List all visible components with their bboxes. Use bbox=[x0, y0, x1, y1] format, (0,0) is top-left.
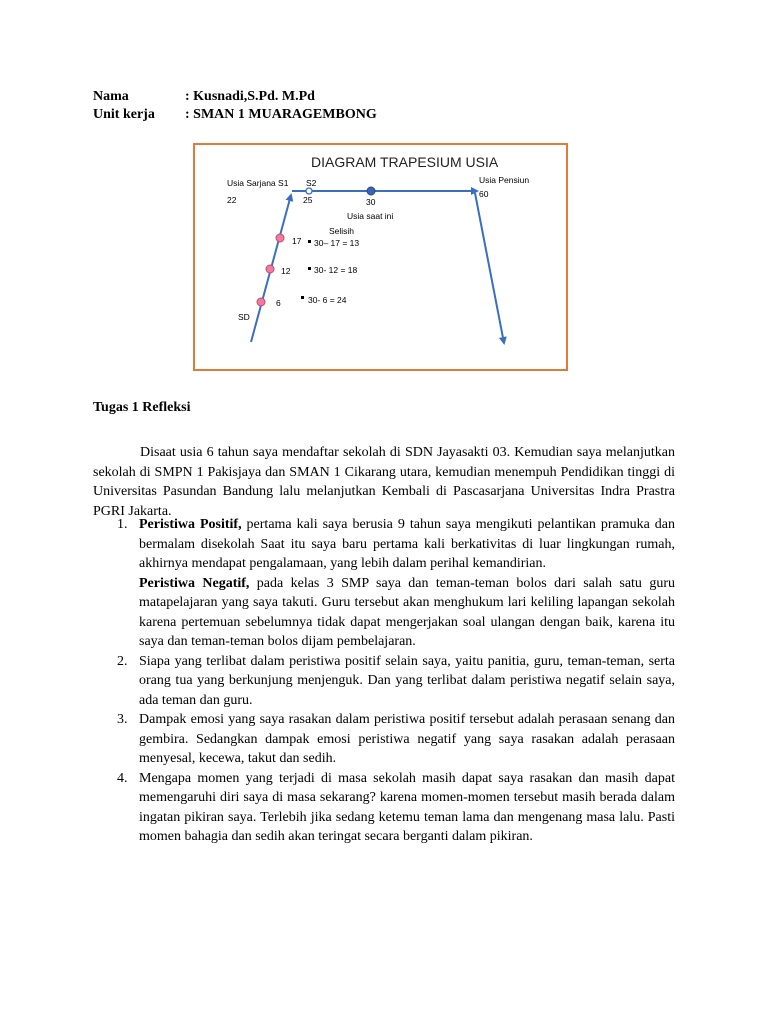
positive-event-paragraph bbox=[139, 515, 675, 574]
label-selisih: Selisih bbox=[329, 226, 355, 236]
diagram-title: DIAGRAM TRAPESIUM USIA bbox=[311, 154, 499, 170]
s2-marker bbox=[306, 188, 312, 194]
list-number: 1. bbox=[117, 517, 128, 532]
negative-event-text: pada kelas 3 SMP saya dan teman-teman bolos dari salah satu guru matapelajaran yang saya takuti. Guru tersebut akan menghukum lari keliling lapangan sekolah karena pertemuan sebelumnya tidak dapat mengerjakan soal ulangan dengan baik, karena itu saya dan teman-teman bolos dijam pembelajaran. bbox=[139, 575, 675, 649]
list-item-text: Dampak emosi yang saya rasakan dalam peristiwa positif tersebut adalah perasaan senang dan gembira. Sedangkan dampak emosi peristiwa negatif yang saya rasakan adalah perasaan menyesal, kecewa, takut dan sedih. bbox=[139, 712, 675, 766]
list-item-3 bbox=[93, 710, 675, 769]
bullet-6 bbox=[301, 296, 304, 299]
section-title: Tugas 1 Refleksi bbox=[93, 400, 191, 415]
age-12-marker bbox=[266, 265, 274, 273]
bullet-17 bbox=[308, 240, 311, 243]
list-item-text: Mengapa momen yang terjadi di masa sekolah masih dapat saya rasakan dan masih dapat memengaruhi diri saya di masa sekarang? karena momen-momen tersebut masih berada dalam ingatan pikiran saya. Terlebih jika sedang ketemu teman lama dan mengenang masa lalu. Pasti momen bahagia dan sedih akan teringat secara berganti dalam pikiran. bbox=[139, 770, 675, 844]
age-trapezoid-diagram bbox=[193, 143, 568, 371]
label-age-12: 12 bbox=[281, 266, 291, 276]
diagram-canvas bbox=[195, 145, 566, 369]
label-s2: S2 bbox=[306, 178, 317, 188]
unit-value: : SMAN 1 MUARAGEMBONG bbox=[185, 107, 377, 122]
age-6-marker bbox=[257, 298, 265, 306]
label-diff-12: 30- 12 = 18 bbox=[314, 265, 358, 275]
age-17-marker bbox=[276, 234, 284, 242]
negative-event-label: Peristiwa Negatif, bbox=[139, 575, 250, 591]
label-sd: SD bbox=[238, 312, 250, 322]
label-diff-17: 30– 17 = 13 bbox=[314, 238, 360, 248]
label-age-22: 22 bbox=[227, 195, 237, 205]
label-age-25: 25 bbox=[303, 195, 313, 205]
intro-paragraph: Disaat usia 6 tahun saya mendaftar sekolah di SDN Jayasakti 03. Kemudian saya melanjutkan sekolah di SMPN 1 Pakisjaya dan SMAN 1 Cikarang utara, kemudian menempuh Pendidikan tinggi di Universitas Pasundan Bandung lalu melanjutkan Kembali di Pascasarjana Universitas Indra Prastra PGRI Jakarta. bbox=[93, 445, 675, 519]
negative-event-paragraph bbox=[139, 574, 675, 652]
label-sarjana: Usia Sarjana S1 bbox=[227, 178, 289, 188]
label-age-17: 17 bbox=[292, 236, 302, 246]
reflection-list bbox=[93, 515, 675, 847]
list-item-2 bbox=[93, 652, 675, 711]
list-number: 2. bbox=[117, 653, 128, 669]
falling-arrow bbox=[475, 193, 504, 343]
unit-label: Unit kerja bbox=[93, 107, 155, 122]
list-number: 4. bbox=[117, 770, 128, 786]
label-age-6: 6 bbox=[276, 298, 281, 308]
list-item-4 bbox=[93, 769, 675, 847]
positive-event-label: Peristiwa Positif, bbox=[139, 517, 242, 532]
bullet-12 bbox=[308, 267, 311, 270]
label-age-30: 30 bbox=[366, 197, 376, 207]
name-label: Nama bbox=[93, 89, 129, 104]
list-item-1 bbox=[93, 515, 675, 652]
positive-event-text: pertama kali saya berusia 9 tahun saya mengikuti pelantikan pramuka dan bermalam disekolah Saat itu saya baru pertama kali berkativitas di luar lingkungan rumah, akhirnya mendapat pengalamaan, yang lebih dalam perihal kemandirian. bbox=[139, 517, 675, 571]
label-current-age: Usia saat ini bbox=[347, 211, 394, 221]
name-value: : Kusnadi,S.Pd. M.Pd bbox=[185, 89, 315, 104]
list-item-text: Siapa yang terlibat dalam peristiwa positif selain saya, yaitu panitia, guru, teman-teman, serta orang tua yang berkunjung menjenguk. Dan yang terlibat dalam peristiwa negatif selain saya, ada teman dan guru. bbox=[139, 653, 675, 708]
current-age-marker bbox=[367, 187, 375, 195]
label-pensiun: Usia Pensiun bbox=[479, 175, 530, 185]
list-number: 3. bbox=[117, 712, 128, 727]
label-age-60: 60 bbox=[479, 189, 489, 199]
label-diff-6: 30- 6 = 24 bbox=[308, 295, 347, 305]
